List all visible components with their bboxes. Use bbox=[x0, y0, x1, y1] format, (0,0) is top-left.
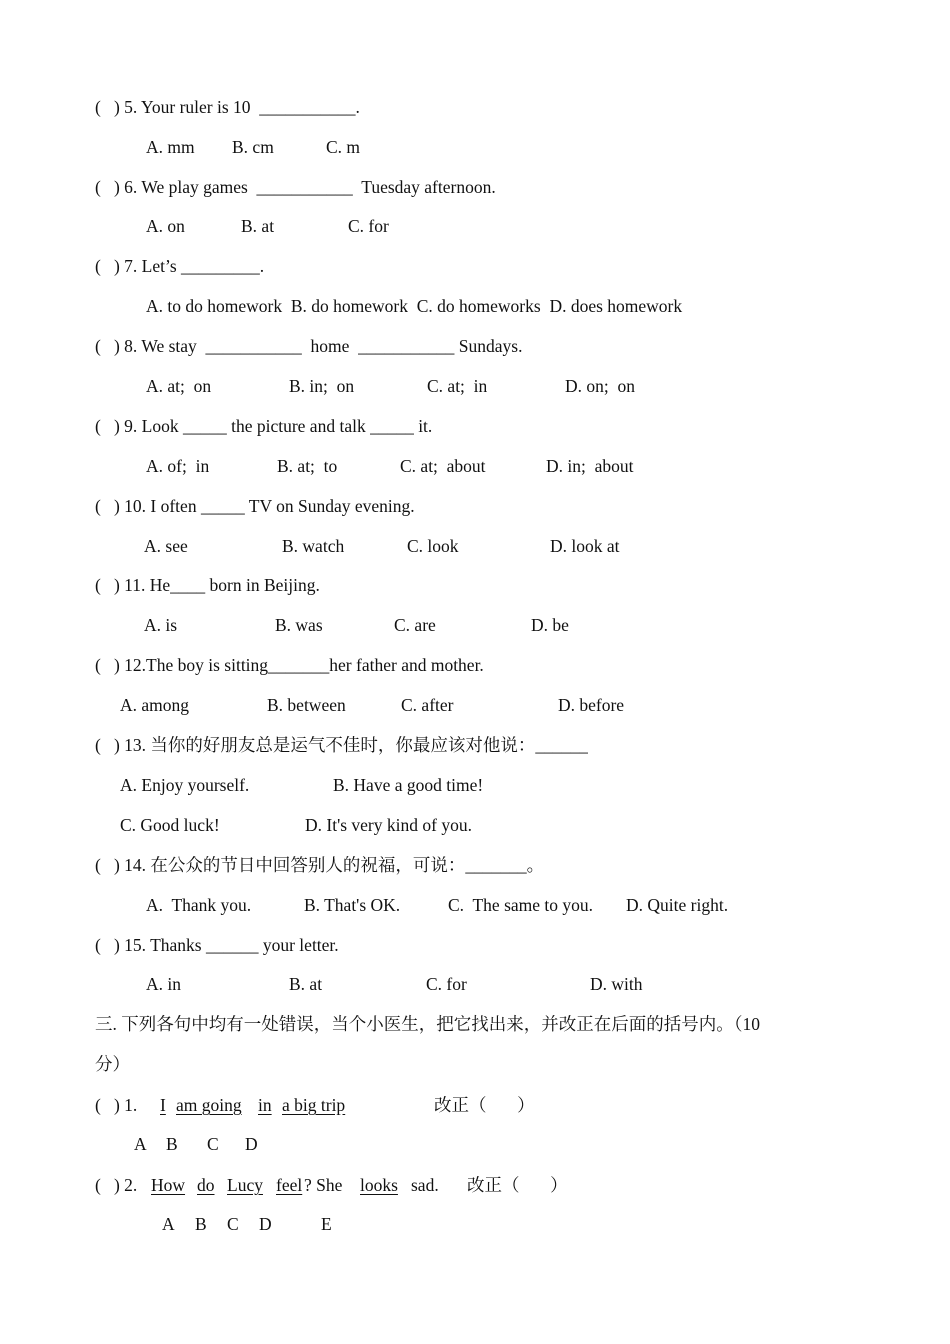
question-9-option-d: D. in; about bbox=[546, 456, 634, 476]
question-8-option-c: C. at; in bbox=[427, 376, 488, 396]
error-item-2-word-a: How bbox=[151, 1175, 186, 1195]
question-10-option-d: D. look at bbox=[550, 536, 620, 556]
error-item-2-tail-text: sad. bbox=[411, 1175, 439, 1195]
error-item-1-label-c: C bbox=[207, 1134, 219, 1154]
error-item-2-word-c: Lucy bbox=[227, 1175, 263, 1195]
question-8-option-b: B. in; on bbox=[289, 376, 355, 396]
question-11-option-d: D. be bbox=[531, 615, 569, 635]
question-7-stem: ( ) 7. Let’s _________. bbox=[95, 256, 265, 276]
question-7-options: A. to do homework B. do homework C. do homeworks D. does homework bbox=[146, 296, 683, 316]
error-item-1-word-a: I bbox=[160, 1095, 166, 1115]
question-12-stem: ( ) 12.The boy is sitting_______her father and mother. bbox=[95, 655, 484, 675]
question-8-stem: ( ) 8. We stay ___________ home ___________ Sundays. bbox=[95, 336, 523, 356]
error-item-2-label-b: B bbox=[195, 1214, 207, 1234]
question-6-option-c: C. for bbox=[348, 216, 389, 236]
error-item-1-label-a: A bbox=[134, 1134, 147, 1154]
question-10-option-b: B. watch bbox=[282, 536, 345, 556]
question-11-option-c: C. are bbox=[394, 615, 436, 635]
question-9-option-c: C. at; about bbox=[400, 456, 486, 476]
question-15-stem: ( ) 15. Thanks ______ your letter. bbox=[95, 935, 339, 955]
section-3-heading: 三. 下列各句中均有一处错误，当个小医生，把它找出来，并改正在后面的括号内。（10 bbox=[95, 1014, 760, 1034]
question-11-stem: ( ) 11. He____ born in Beijing. bbox=[95, 575, 320, 595]
error-item-2-middle-text: ? She bbox=[304, 1175, 343, 1195]
error-item-2-prefix: ( ) 2. bbox=[95, 1175, 138, 1195]
question-10-stem: ( ) 10. I often _____ TV on Sunday evening. bbox=[95, 496, 415, 516]
question-9-option-a: A. of; in bbox=[146, 456, 210, 476]
error-item-2-word-d: feel bbox=[276, 1175, 303, 1195]
error-item-1-label-b: B bbox=[166, 1134, 178, 1154]
error-item-1-label-d: D bbox=[245, 1134, 258, 1154]
question-11-option-a: A. is bbox=[144, 615, 178, 635]
question-8-option-d: D. on; on bbox=[565, 376, 635, 396]
question-12-option-a: A. among bbox=[120, 695, 190, 715]
error-item-1-word-b: am going bbox=[176, 1095, 242, 1115]
question-5-option-b: B. cm bbox=[232, 137, 274, 157]
question-14-option-d: D. Quite right. bbox=[626, 895, 729, 915]
error-item-2-correction: 改正（ ） bbox=[467, 1175, 568, 1195]
error-item-1-word-d: a big trip bbox=[282, 1095, 346, 1115]
question-15-option-d: D. with bbox=[590, 974, 643, 994]
question-15-option-c: C. for bbox=[426, 974, 467, 994]
question-5-option-c: C. m bbox=[326, 137, 361, 157]
question-15-option-b: B. at bbox=[289, 974, 323, 994]
question-12-option-b: B. between bbox=[267, 695, 346, 715]
question-10-option-c: C. look bbox=[407, 536, 459, 556]
question-6-option-b: B. at bbox=[241, 216, 275, 236]
question-9-stem: ( ) 9. Look _____ the picture and talk _____ it. bbox=[95, 416, 433, 436]
question-10-option-a: A. see bbox=[144, 536, 188, 556]
question-13-option-c: C. Good luck! bbox=[120, 815, 220, 835]
question-13-option-b: B. Have a good time! bbox=[333, 775, 484, 795]
question-14-option-a: A. Thank you. bbox=[146, 895, 252, 915]
error-item-2-label-a: A bbox=[162, 1214, 175, 1234]
question-13-option-d: D. It's very kind of you. bbox=[305, 815, 472, 835]
error-item-2-label-c: C bbox=[227, 1214, 239, 1234]
error-item-2-word-e: looks bbox=[360, 1175, 398, 1195]
question-14-option-c: C. The same to you. bbox=[448, 895, 594, 915]
question-9-option-b: B. at; to bbox=[277, 456, 338, 476]
question-8-option-a: A. at; on bbox=[146, 376, 212, 396]
error-item-1-correction: 改正（ ） bbox=[434, 1095, 535, 1115]
question-15-option-a: A. in bbox=[146, 974, 181, 994]
question-5-stem: ( ) 5. Your ruler is 10 ___________. bbox=[95, 97, 360, 117]
error-item-1-word-c: in bbox=[258, 1095, 272, 1115]
question-12-option-d: D. before bbox=[558, 695, 625, 715]
error-item-2-word-b: do bbox=[197, 1175, 215, 1195]
error-item-2-label-e: E bbox=[321, 1214, 332, 1234]
question-6-stem: ( ) 6. We play games ___________ Tuesday afternoon. bbox=[95, 177, 496, 197]
error-item-1-prefix: ( ) 1. bbox=[95, 1095, 138, 1115]
question-11-option-b: B. was bbox=[275, 615, 323, 635]
error-item-2-label-d: D bbox=[259, 1214, 272, 1234]
question-6-option-a: A. on bbox=[146, 216, 185, 236]
question-13-stem: ( ) 13. 当你的好朋友总是运气不佳时，你最应该对他说：______ bbox=[95, 735, 588, 755]
question-12-option-c: C. after bbox=[401, 695, 454, 715]
section-3-heading-continued: 分） bbox=[95, 1054, 130, 1074]
question-13-option-a: A. Enjoy yourself. bbox=[120, 775, 250, 795]
question-14-stem: ( ) 14. 在公众的节日中回答别人的祝福，可说：_______。 bbox=[95, 855, 545, 875]
question-14-option-b: B. That's OK. bbox=[304, 895, 401, 915]
question-5-option-a: A. mm bbox=[146, 137, 195, 157]
